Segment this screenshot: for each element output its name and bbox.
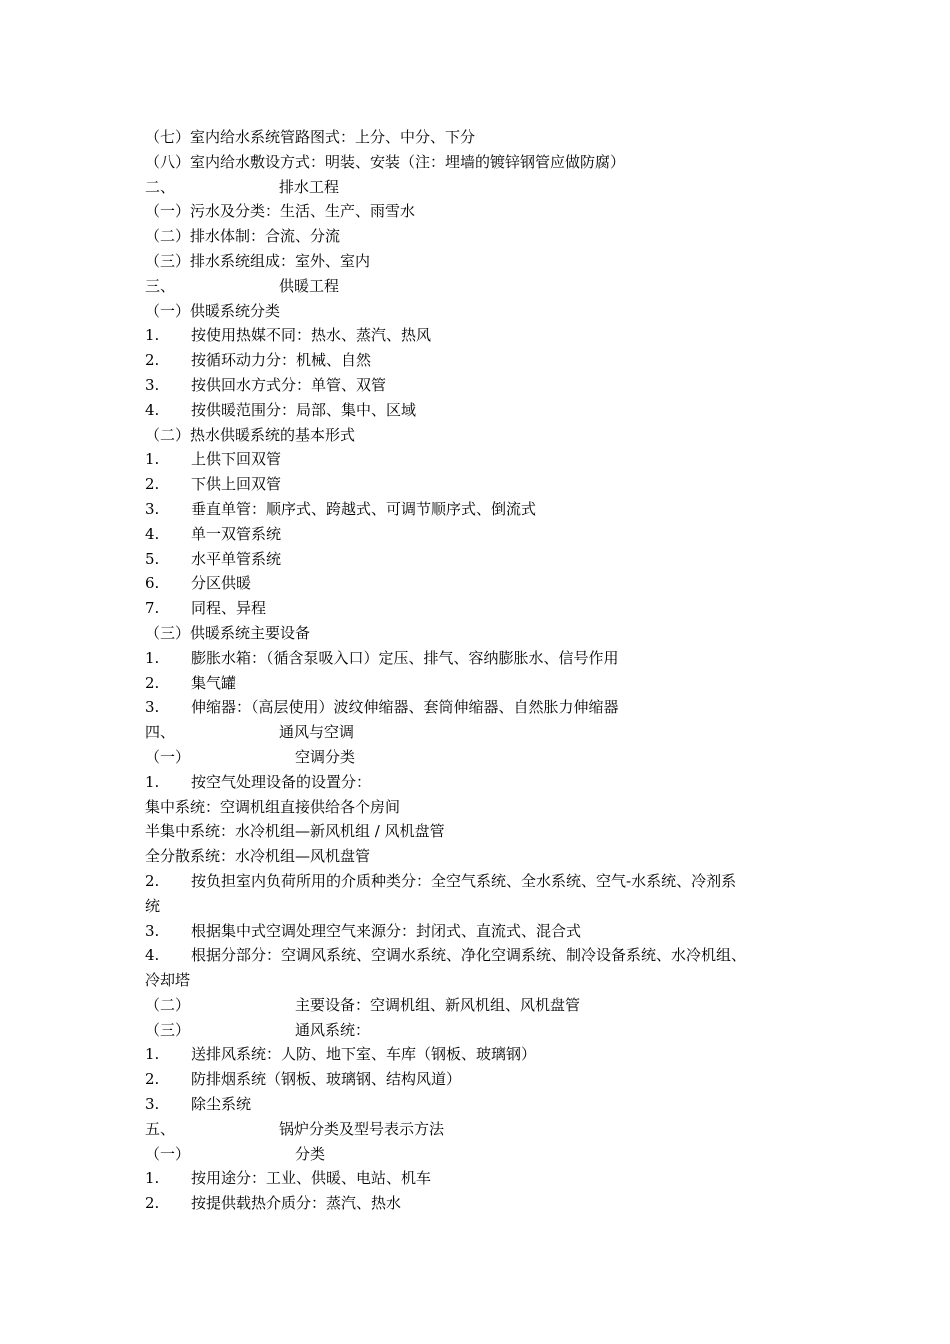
list-item-number: 1. [145,450,160,469]
list-item [145,770,810,795]
subsection-heading [145,993,810,1018]
list-item-number: 7. [145,599,160,618]
list-item [145,472,810,497]
text-line: （二）排水体制：合流、分流 [145,227,341,246]
list-item-text: 水平单管系统 [191,549,282,568]
text-line: 全分散系统：水冷机组—风机盘管 [145,847,371,866]
list-item [145,447,810,472]
list-item [145,547,810,572]
section-title: 排水工程 [279,177,340,196]
subsection-number: （三） [145,1020,191,1039]
list-item-number: 1. [145,648,160,667]
list-item-text: 防排烟系统（钢板、玻璃钢、结构风道） [191,1070,462,1089]
list-item-number: 2. [145,475,160,494]
section-number: 二、 [145,177,176,196]
list-item-number: 1. [145,772,160,791]
section-number: 三、 [145,276,176,295]
list-item-text: 伸缩器：（高层使用）波纹伸缩器、套筒伸缩器、自然胀力伸缩器 [191,698,619,717]
list-item-text: 按提供载热介质分：蒸汽、热水 [191,1194,402,1213]
text-line: （八）室内给水敷设方式：明装、安装（注：埋墙的镀锌钢管应做防腐） [145,152,626,171]
list-item-number: 5. [145,549,160,568]
list-item-text: 按负担室内负荷所用的介质种类分：全空气系统、全水系统、空气-水系统、冷剂系 [191,871,737,890]
list-item [145,1042,810,1067]
section-heading [145,1117,810,1142]
list-item [145,1067,810,1092]
list-item-text: 分区供暖 [191,574,252,593]
section-number: 五、 [145,1119,176,1138]
list-item [145,323,810,348]
subsection-title: 空调分类 [295,747,356,766]
list-item-text: 按使用热媒不同：热水、蒸汽、热风 [191,326,432,345]
text-line: （一）污水及分类：生活、生产、雨雪水 [145,202,416,221]
list-item-text: 按用途分：工业、供暖、电站、机车 [191,1169,432,1188]
subsection-number: （一） [145,747,191,766]
subsection-number: （二） [145,995,191,1014]
list-item [145,695,810,720]
text-line: （二）热水供暖系统的基本形式 [145,425,356,444]
list-item-number: 2. [145,871,160,890]
text-line: （一）供暖系统分类 [145,301,281,320]
list-item-number: 2. [145,351,160,370]
text-line: （三）排水系统组成：室外、室内 [145,251,371,270]
text-line: 半集中系统：水冷机组—新风机组 / 风机盘管 [145,822,445,841]
list-item [145,497,810,522]
list-item [145,1092,810,1117]
list-item-text: 下供上回双管 [191,475,282,494]
list-item-number: 2. [145,1070,160,1089]
list-item-number: 3. [145,375,160,394]
list-item [145,373,810,398]
list-item-number: 3. [145,1095,160,1114]
text-line: （七）室内给水系统管路图式：上分、中分、下分 [145,128,476,146]
section-title: 通风与空调 [279,723,355,742]
section-number: 四、 [145,723,176,742]
list-item-number: 6. [145,574,160,593]
list-item [145,522,810,547]
list-item [145,596,810,621]
list-item-number: 4. [145,400,160,419]
section-title: 供暖工程 [279,276,340,295]
document-page [145,125,810,1216]
text-line: 集中系统：空调机组直接供给各个房间 [145,797,401,816]
list-item-text: 按供暖范围分：局部、集中、区域 [191,400,417,419]
list-item-text: 单一双管系统 [191,524,282,543]
text-line: （三）供暖系统主要设备 [145,623,311,642]
list-item-continuation: 统 [145,896,161,915]
list-item [145,671,810,696]
list-item [145,869,810,894]
list-item-text: 垂直单管：顺序式、跨越式、可调节顺序式、倒流式 [191,499,537,518]
list-item-number: 3. [145,698,160,717]
list-item-text: 除尘系统 [191,1095,252,1114]
list-item-number: 4. [145,524,160,543]
list-item-number: 2. [145,673,160,692]
list-item [145,1191,810,1216]
subsection-number: （一） [145,1144,191,1163]
subsection-title: 分类 [295,1144,326,1163]
list-item-text: 同程、异程 [191,599,267,618]
subsection-heading [145,1018,810,1043]
section-heading [145,175,810,200]
list-item-number: 1. [145,1169,160,1188]
subsection-heading [145,1142,810,1167]
list-item-text: 集气罐 [191,673,237,692]
list-item-number: 2. [145,1194,160,1213]
list-item [145,398,810,423]
section-title: 锅炉分类及型号表示方法 [279,1119,445,1138]
list-item-text: 根据分部分：空调风系统、空调水系统、净化空调系统、制冷设备系统、水冷机组、 [191,946,747,965]
list-item-number: 1. [145,326,160,345]
list-item [145,919,810,944]
list-item-text: 送排风系统：人防、地下室、车库（钢板、玻璃钢） [191,1045,537,1064]
subsection-heading [145,745,810,770]
list-item-number: 1. [145,1045,160,1064]
subsection-title: 通风系统： [295,1020,371,1039]
subsection-title: 主要设备：空调机组、新风机组、风机盘管 [295,995,581,1014]
list-item [145,943,810,968]
list-item-number: 3. [145,499,160,518]
section-heading [145,274,810,299]
list-item-continuation: 冷却塔 [145,971,191,990]
list-item [145,1166,810,1191]
list-item-text: 上供下回双管 [191,450,282,469]
list-item-number: 4. [145,946,160,965]
list-item-text: 按供回水方式分：单管、双管 [191,375,387,394]
list-item-text: 按空气处理设备的设置分： [191,772,372,791]
list-item-text: 膨胀水箱：（循含泵吸入口）定压、排气、容纳膨胀水、信号作用 [191,648,619,667]
section-heading [145,720,810,745]
list-item [145,571,810,596]
list-item-number: 3. [145,921,160,940]
list-item [145,646,810,671]
list-item [145,348,810,373]
list-item-text: 按循环动力分：机械、自然 [191,351,372,370]
list-item-text: 根据集中式空调处理空气来源分：封闭式、直流式、混合式 [191,921,582,940]
